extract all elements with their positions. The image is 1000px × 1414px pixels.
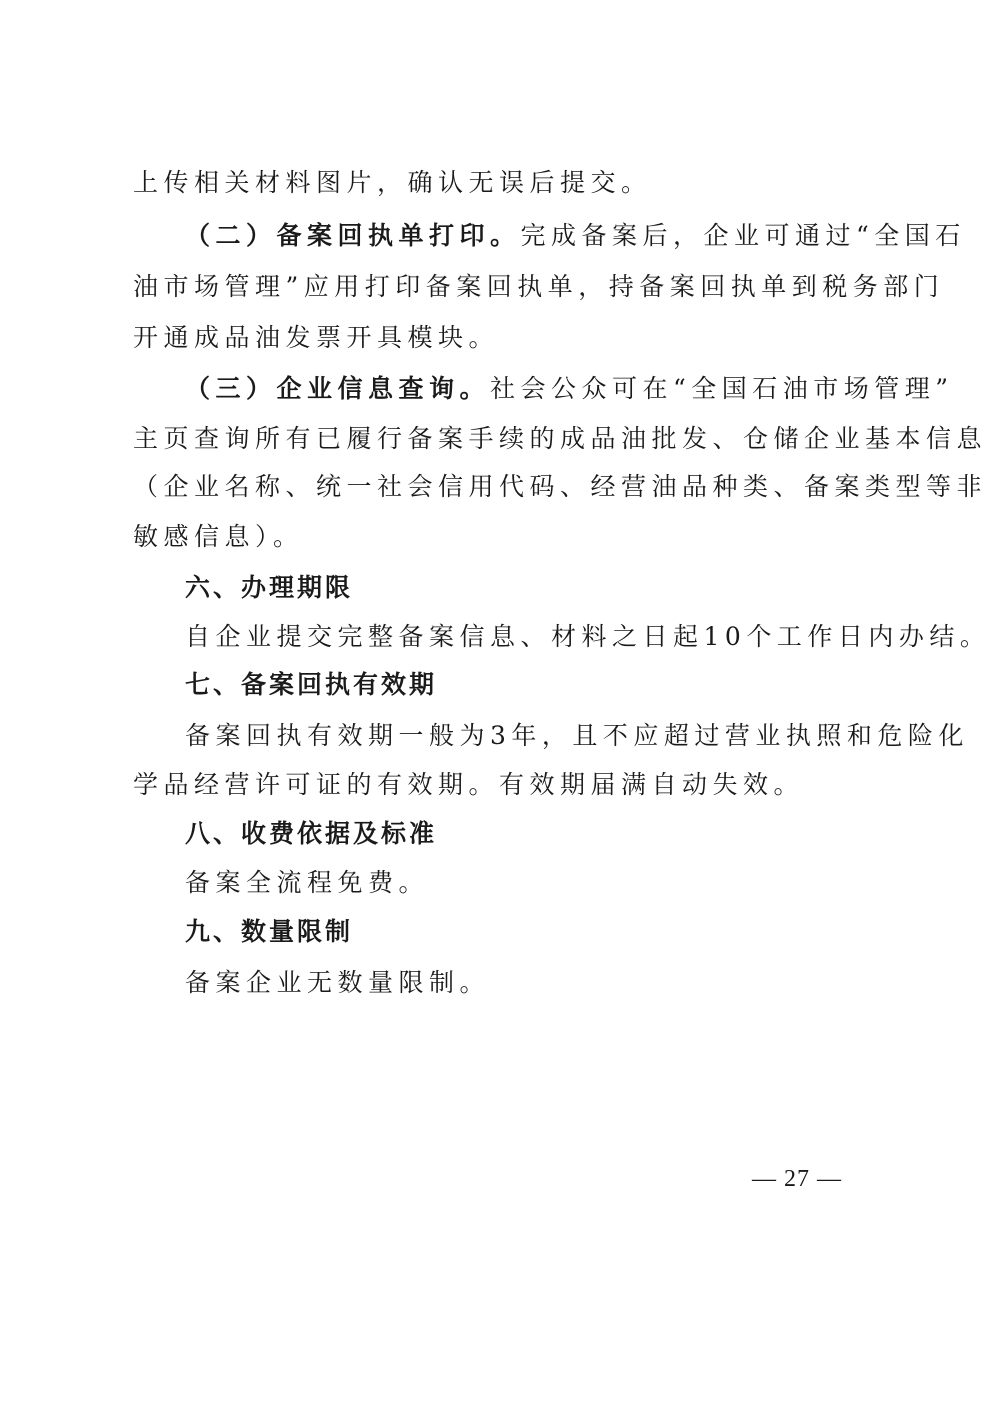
paragraph-line: 油市场管理”应用打印备案回执单，持备案回执单到税务部门 [133,272,945,301]
paragraph-line: 学品经营许可证的有效期。有效期届满自动失效。 [133,770,805,799]
subheading-print-receipt: （二）备案回执单打印。 [185,221,521,250]
paragraph-line: 敏感信息）。 [133,522,304,551]
paragraph-line: 备案企业无数量限制。 [185,968,491,997]
paragraph-line: 上传相关材料图片，确认无误后提交。 [133,168,652,197]
section-heading: 七、备案回执有效期 [185,670,438,699]
subheading-company-query: （三）企业信息查询。 [185,374,491,403]
paragraph-line [185,219,966,253]
paragraph-line: 备案回执有效期一般为3年，且不应超过营业执照和危险化 [185,721,969,750]
paragraph-line: （企业名称、统一社会信用代码、经营油品种类、备案类型等非 [133,472,988,501]
paragraph-text: 社会公众可在“全国石油市场管理” [490,374,954,403]
page-number: — 27 — [752,1166,842,1192]
section-heading: 八、收费依据及标准 [185,819,438,848]
section-heading: 六、办理期限 [185,573,354,602]
paragraph-line: 自企业提交完整备案信息、材料之日起10个工作日内办结。 [185,622,991,651]
paragraph-line: 备案全流程免费。 [185,868,430,897]
paragraph-line [185,372,954,406]
paragraph-text: 完成备案后，企业可通过“全国石 [520,221,966,250]
paragraph-line: 开通成品油发票开具模块。 [133,323,500,352]
paragraph-line: 主页查询所有已履行备案手续的成品油批发、仓储企业基本信息 [133,424,988,453]
section-heading: 九、数量限制 [185,917,354,946]
